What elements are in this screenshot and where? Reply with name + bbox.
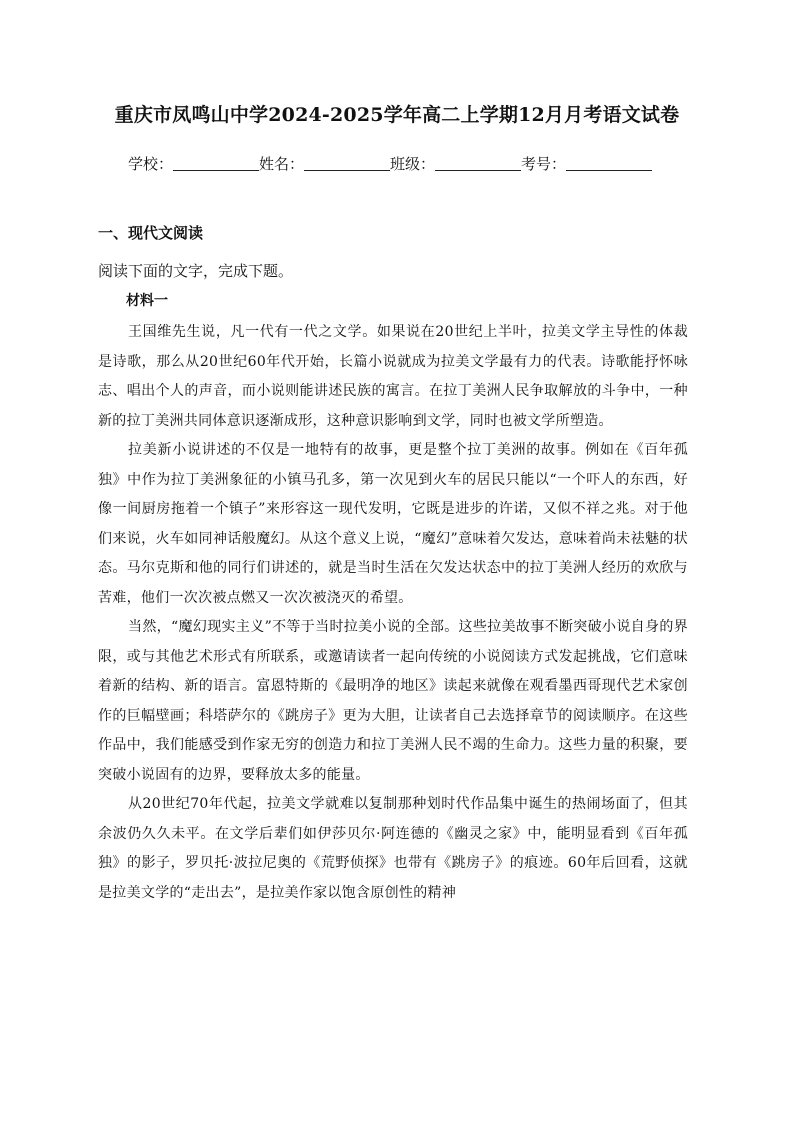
student-info-row xyxy=(128,153,688,174)
class-blank xyxy=(435,155,521,171)
paragraph: 当然，“魔幻现实主义”不等于当时拉美小说的全部。这些拉美故事不断突破小说自身的界限，或与其他艺术形式有所联系，或邀请读者一起向传统的小说阅读方式发起挑战，它们意味着新的结构、新的语言。富恩特斯的《最明净的地区》读起来就像在观看墨西哥现代艺术家创作的巨幅壁画；科塔萨尔的《跳房子》更为大胆，让读者自己去选择章节的阅读顺序。在这些作品中，我们能感受到作家无穷的创造力和拉丁美洲人民不竭的生命力。这些力量的积聚，要突破小说固有的边界，要释放太多的能量。 xyxy=(98,619,688,783)
school-field xyxy=(128,153,259,174)
name-field xyxy=(259,153,390,174)
paragraph: 从20世纪70年代起，拉美文学就难以复制那种划时代作品集中诞生的热闹场面了，但其余波仍久久未平。在文学后辈们如伊莎贝尔·阿连德的《幽灵之家》中，能明显看到《百年孤独》的影子，罗贝托·波拉尼奥的《荒野侦探》也带有《跳房子》的痕迹。60年后回看，这就是拉美文学的“走出去”，是拉美作家以饱含原创性的精神 xyxy=(98,796,688,901)
class-label: 班级： xyxy=(390,155,436,173)
school-label: 学校： xyxy=(128,155,174,173)
exam-number-blank xyxy=(566,155,652,171)
class-field xyxy=(390,153,521,174)
reading-instruction: 阅读下面的文字，完成下题。 xyxy=(98,262,294,280)
name-label: 姓名： xyxy=(259,155,305,173)
paragraph: 王国维先生说，凡一代有一代之文学。如果说在20世纪上半叶，拉美文学主导性的体裁是诗歌，那么从20世纪60年代开始，长篇小说就成为拉美文学最有力的代表。诗歌能抒怀咏志、唱出个人的声音，而小说则能讲述民族的寓言。在拉丁美洲人民争取解放的斗争中，一种新的拉丁美洲共同体意识逐渐成形，这种意识影响到文学，同时也被文学所塑造。 xyxy=(98,324,688,429)
paragraph: 拉美新小说讲述的不仅是一地特有的故事，更是整个拉丁美洲的故事。例如在《百年孤独》中作为拉丁美洲象征的小镇马孔多，第一次见到火车的居民只能以“一个吓人的东西，好像一间厨房拖着一个镇子”来形容这一现代发明，它既是进步的许诺，又似不祥之兆。对于他们来说，火车如同神话般魔幻。从这个意义上说，“魔幻”意味着欠发达，意味着尚未祛魅的状态。马尔克斯和他的同行们讲述的，就是当时生活在欠发达状态中的拉丁美洲人经历的欢欣与苦难，他们一次次被点燃又一次次被浇灭的希望。 xyxy=(98,442,688,606)
exam-number-label: 考号： xyxy=(521,155,567,173)
exam-number-field xyxy=(521,153,652,174)
document-title: 重庆市凤鸣山中学2024-2025学年高二上学期12月月考语文试卷 xyxy=(114,104,680,126)
school-blank xyxy=(173,155,259,171)
article-body xyxy=(98,318,688,908)
section-heading: 一、现代文阅读 xyxy=(98,224,204,242)
material-title: 材料一 xyxy=(126,293,168,309)
name-blank xyxy=(304,155,390,171)
